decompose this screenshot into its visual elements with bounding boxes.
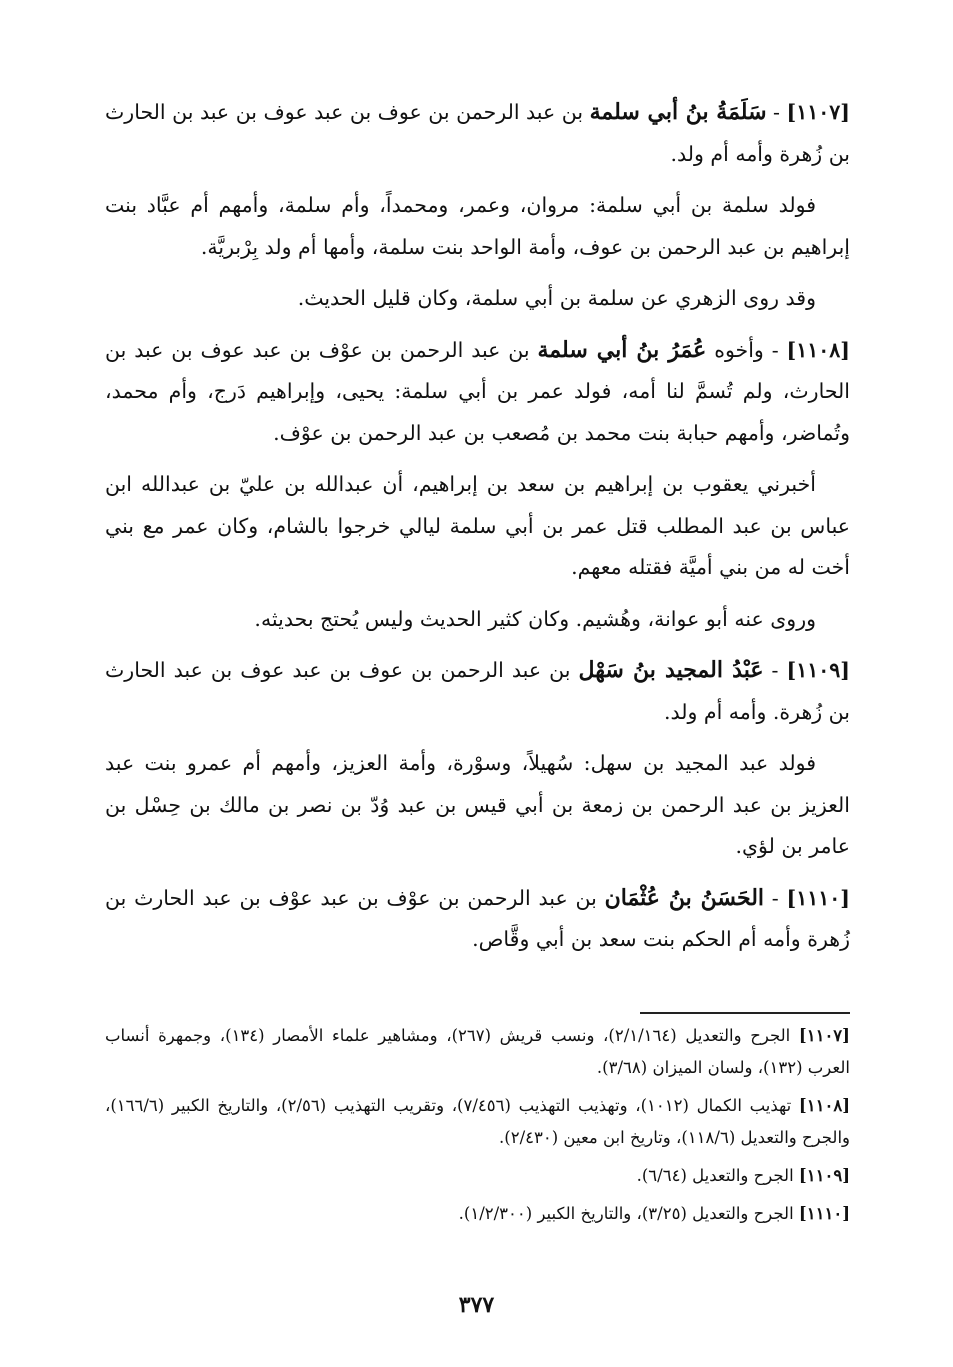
footnotes	[105, 1020, 850, 1236]
footnote-text: الجرح والتعديل (٣/٢٥)، والتاريخ الكبير (١/٢/٣٠٠).	[458, 1204, 794, 1223]
entry-text: بن عبد الرحمن بن عوف بن عبد عوف بن عبد الحارث بن زُهرة. وأمه أم ولد.	[105, 658, 850, 724]
paragraph: فولد عبد المجيد بن سهل: سُهيلاً، وسوْرة، وأمة العزيز، وأمهم أم عمرو بنت عبد العزيز بن عبد الرحمن بن زمعة بن أبي قيس بن عبد وُدّ بن نصر بن مالك بن حِسْل بن عامر بن لؤي.	[105, 751, 850, 858]
paragraph: وروى عنه أبو عوانة، وهُشيم. وكان كثير الحديث وليس يُحتج بحديثه.	[254, 606, 816, 631]
entry-prefix: - وأخوه	[706, 337, 779, 362]
footnote	[105, 1090, 850, 1154]
paragraph: فولد سلمة بن أبي سلمة: مروان، وعمر، ومحمداً، وأم سلمة، وأمهم أم عبَّاد بنت إبراهيم بن عبد الرحمن بن عوف، وأمة الواحد بنت سلمة، وأمها أم ولد بِرْبريَّة.	[105, 193, 850, 259]
entry-1109: [١١٠٩] - عَبْدُ المجيد بنُ سَهْل بن عبد الرحمن بن عوف بن عبد عوف بن عبد الحارث بن زُهرة. وأمه أم ولد.	[105, 657, 850, 724]
footnote-number: [١١٠٧]	[798, 1026, 850, 1045]
entry-name: الحَسَنُ بنُ عُثْمَان	[604, 884, 765, 911]
footnote	[105, 1198, 850, 1230]
paragraph: أخبرني يعقوب بن إبراهيم بن سعد بن إبراهيم، أن عبدالله بن عليّ بن عبدالله ابن عباس بن عبد المطلب قتل عمر بن أبي سلمة ليالي خرجوا بالشام، وكان عمر مع بني أخت له من بني أميَّة فقتله معهم.	[105, 472, 850, 579]
footnote-text: الجرح والتعديل (٦/٦٤).	[636, 1166, 794, 1185]
entry-number: [١١٠٨]	[786, 337, 850, 362]
main-text	[105, 92, 850, 971]
entry-name: عَبْدُ المجيد بنُ سَهْل	[578, 657, 764, 683]
footnote-number: [١١٠٨]	[798, 1096, 850, 1115]
page-number: ٣٧٧	[458, 1292, 495, 1318]
paragraph: وقد روى الزهري عن سلمة بن أبي سلمة، وكان قليل الحديث.	[297, 286, 816, 310]
entry-1110: [١١١٠] - الحَسَنُ بنُ عُثْمَان بن عبد الرحمن بن عوْف بن عبد عوْف بن عبد الحارث بن زُهرة وأمه أم الحكم بنت سعد بن أبي وقَّاص.	[105, 884, 850, 951]
entry-text: بن عبد الرحمن بن عوْف بن عبد عوْف بن عبد الحارث بن زُهرة وأمه أم الحكم بنت سعد بن أبي وقَّاص.	[105, 885, 850, 951]
entry-1108	[105, 330, 850, 455]
footnote-number: [١١٠٩]	[798, 1166, 850, 1185]
entry-text: بن عبد الرحمن بن عوف بن عبد عوف بن عبد بن الحارث بن زُهرة وأمه أم ولد.	[105, 100, 850, 166]
footnote	[105, 1160, 850, 1192]
footnote-separator	[640, 1012, 850, 1014]
entry-text: بن عبد الرحمن بن عوْف بن عبد عوف بن عبد بن الحارث، ولم تُسمَّ لنا أمه، فولد عمر بن أبي سلمة: يحيى، وإبراهيم دَرج، وأم محمد، وتُماضر، وأمهم حبابة بنت محمد بن مُصعب بن عبد الرحمن بن عوْف.	[105, 337, 850, 445]
entry-number: [١١٠٧]	[786, 100, 850, 124]
footnote-text: الجرح والتعديل (٢/١/١٦٤)، ونسب قريش (٢٦٧)، ومشاهير علماء الأمصار (١٣٤)، وجمهرة أنساب العرب (١٣٢)، ولسان الميزان (٣/٦٨).	[105, 1026, 850, 1077]
footnote-text: تهذيب الكمال (١٠١٢)، وتهذيب التهذيب (٧/٤٥٦)، وتقريب التهذيب (٢/٥٦)، والتاريخ الكبير (١٦٦/٦)، والجرح والتعديل (١١٨/٦)، وتاريخ ابن معين (٢/٤٣٠).	[105, 1096, 850, 1147]
entry-number: [١١٠٩]	[786, 658, 850, 682]
entry-1107: [١١٠٧] - سَلَمَةُ بنُ أبي سلمة بن عبد الرحمن بن عوف بن عبد عوف بن عبد بن الحارث بن زُهرة وأمه أم ولد.	[105, 99, 850, 166]
entry-name: سَلَمَةُ بنُ أبي سلمة	[589, 99, 767, 125]
footnote	[105, 1020, 850, 1084]
entry-name: عُمَرُ بنُ أبي سلمة	[537, 336, 707, 363]
entry-number: [١١١٠]	[786, 885, 850, 910]
footnote-number: [١١١٠]	[798, 1204, 850, 1223]
